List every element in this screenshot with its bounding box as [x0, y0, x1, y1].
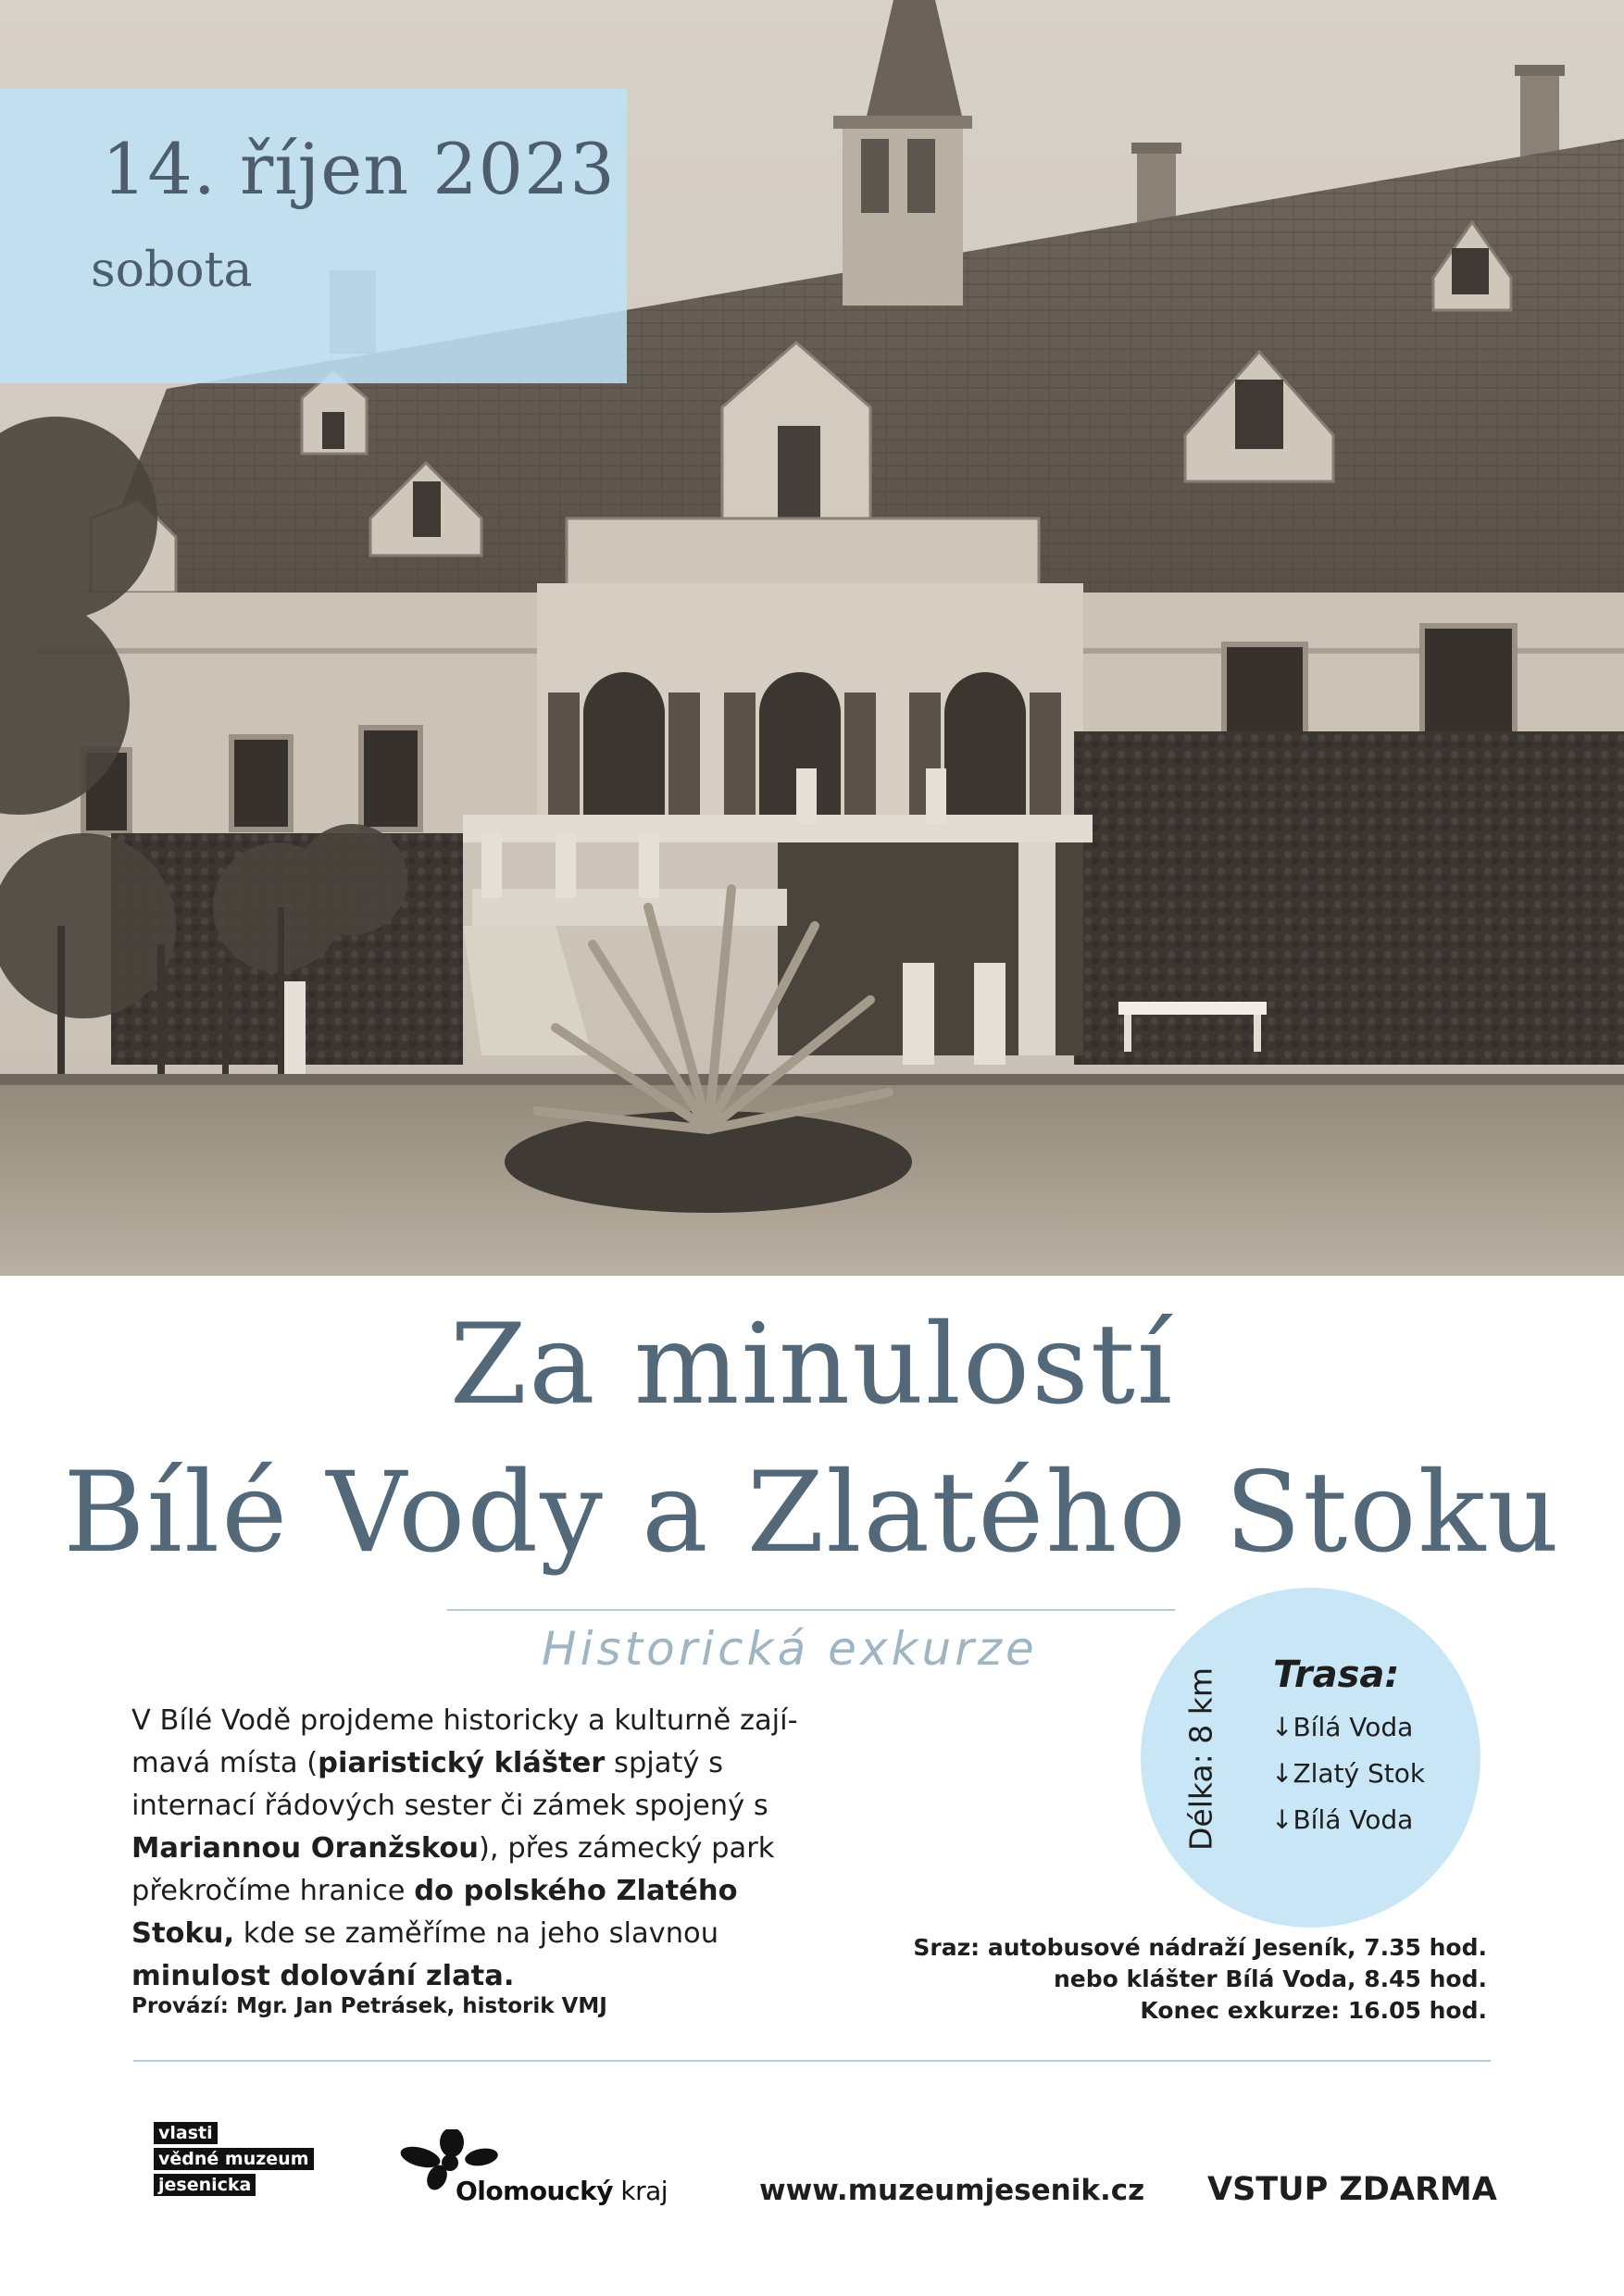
museum-logo-line: jesenicka — [154, 2174, 256, 2196]
description-part: V Bílé Vodě projdeme historicky a kulturně zají- — [131, 1704, 798, 1737]
description-part: kde se zaměříme na jeho slavnou — [234, 1917, 719, 1950]
divider-bottom — [133, 2060, 1491, 2062]
divider-top — [447, 1609, 1175, 1611]
route-stop: ↓Bílá Voda — [1271, 1712, 1414, 1742]
subtitle: Historická exkurze — [542, 1622, 1038, 1676]
excursion-end: Konec exkurze: 16.05 hod. — [1140, 1997, 1487, 2024]
region-logo-bold: Olomoucký — [456, 2176, 613, 2206]
meeting-alternative: nebo klášter Bílá Voda, 8.45 hod. — [1053, 1965, 1487, 1992]
title-line-2: Bílé Vody a Zlatého Stoku — [63, 1449, 1561, 1578]
route-length-label: Délka: 8 km — [1182, 1667, 1219, 1851]
region-logo-light: kraj — [612, 2176, 668, 2206]
title-line-1: Za minulostí — [449, 1301, 1175, 1429]
description-highlight: do polského Zlatého Stoku, — [131, 1875, 738, 1950]
description-highlight: piaristický klášter — [318, 1747, 606, 1779]
museum-logo-line: vlasti — [154, 2122, 218, 2144]
guide-info: Provází: Mgr. Jan Petrásek, historik VMJ — [131, 1994, 607, 2018]
website-link[interactable]: www.muzeumjesenik.cz — [759, 2174, 1145, 2207]
description-part: spjatý s internací řádových sester či zámek spojený s — [131, 1747, 768, 1822]
region-logo-text — [456, 2176, 668, 2206]
description-part: mavá místa ( — [131, 1747, 319, 1779]
event-date: 14. říjen 2023 — [102, 128, 616, 210]
description-part: ), přes zámecký park překročíme hranice — [131, 1832, 775, 1907]
route-heading: Trasa: — [1273, 1653, 1400, 1696]
description-highlight: minulost dolování zlata. — [131, 1960, 515, 1992]
region-logo[interactable] — [396, 2129, 702, 2213]
museum-logo-line: vědné muzeum — [154, 2148, 314, 2170]
event-weekday: sobota — [91, 243, 253, 298]
admission-free: VSTUP ZDARMA — [1207, 2171, 1497, 2208]
route-stop: ↓Zlatý Stok — [1271, 1758, 1426, 1789]
description-highlight: Mariannou Oranžskou — [131, 1832, 480, 1865]
meeting-point: Sraz: autobusové nádraží Jeseník, 7.35 hod. — [913, 1934, 1487, 1961]
description — [131, 1700, 846, 1998]
route-stop: ↓Bílá Voda — [1271, 1804, 1414, 1835]
museum-logo[interactable] — [154, 2122, 346, 2200]
